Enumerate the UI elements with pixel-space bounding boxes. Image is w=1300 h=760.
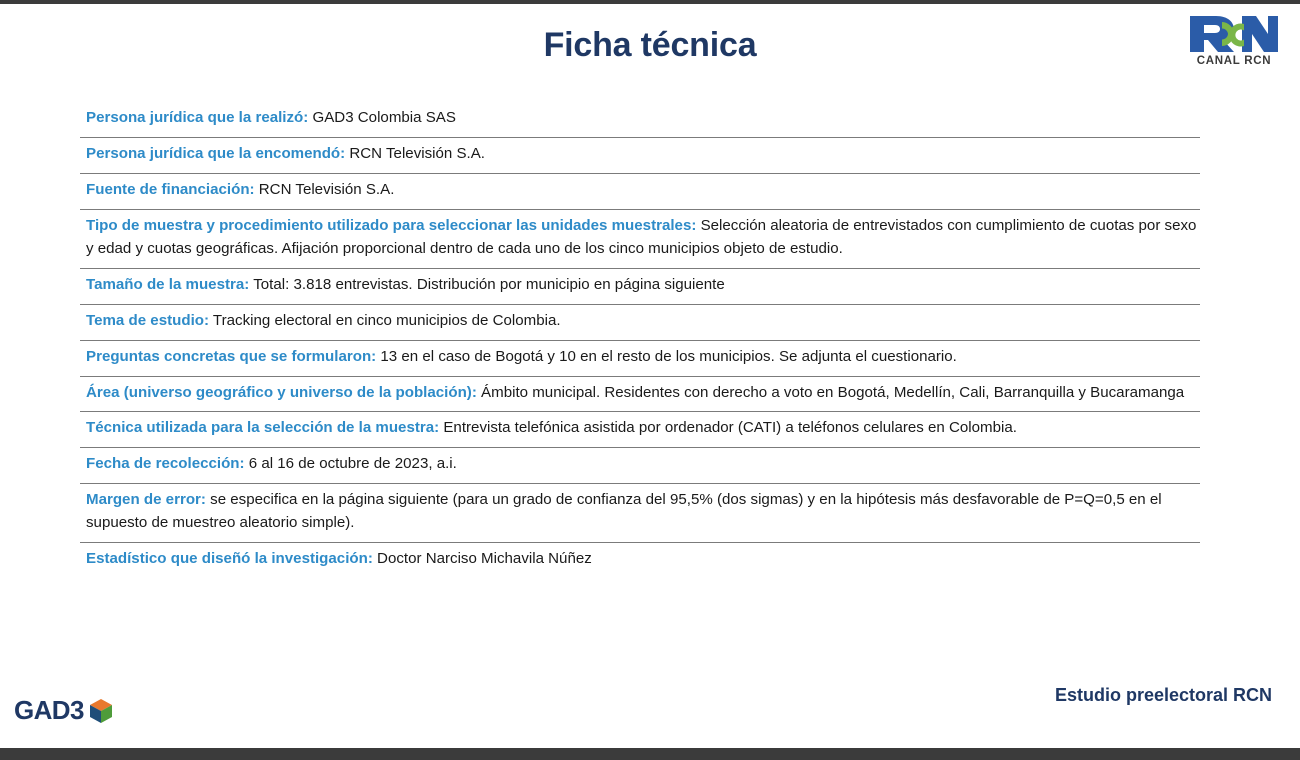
ficha-row: [80, 341, 1200, 377]
ficha-row-label: Tipo de muestra y procedimiento utilizado para seleccionar las unidades muestrales:: [86, 216, 697, 234]
ficha-row-value: GAD3 Colombia SAS: [308, 109, 456, 126]
ficha-row: [80, 543, 1200, 578]
ficha-tecnica-table: [80, 102, 1200, 578]
ficha-row-label: Persona jurídica que la encomendó:: [86, 144, 346, 162]
ficha-row: [80, 305, 1200, 341]
ficha-row: [80, 138, 1200, 174]
ficha-row-value: se especifica en la página siguiente (para un grado de confianza del 95,5% (dos sigmas) y en la hipótesis más desfavorable de P=Q=0,5 en el supuesto de muestreo aleatorio simple).: [86, 491, 1162, 532]
ficha-row: [80, 377, 1200, 413]
ficha-row-label: Fuente de financiación:: [86, 180, 255, 198]
gad3-logo: [14, 695, 113, 726]
gad3-logo-text: GAD3: [14, 695, 84, 725]
ficha-row: [80, 210, 1200, 269]
ficha-row-label: Preguntas concretas que se formularon:: [86, 347, 377, 365]
footer-study-note: Estudio preelectoral RCN: [1054, 685, 1272, 705]
slide-canvas: [0, 4, 1300, 748]
ficha-row-label: Estadístico que diseñó la investigación:: [86, 550, 373, 568]
ficha-row-value: RCN Televisión S.A.: [254, 180, 395, 198]
ficha-row-value: 13 en el caso de Bogotá y 10 en el resto de los municipios. Se adjunta el cuestionario.: [376, 347, 957, 365]
ficha-row: [80, 269, 1200, 305]
ficha-row-label: Fecha de recolección:: [86, 455, 245, 473]
ficha-row-value: 6 al 16 de octubre de 2023, a.i.: [244, 455, 457, 473]
rcn-logo-wordmark: CANAL RCN: [1196, 55, 1272, 67]
ficha-row-value: Entrevista telefónica asistida por ordenador (CATI) a teléfonos celulares en Colombia.: [439, 419, 1017, 437]
rcn-logo-icon: [1186, 12, 1282, 56]
gad3-cube-icon: [89, 698, 113, 724]
ficha-row-value: Total: 3.818 entrevistas. Distribución por municipio en página siguiente: [249, 275, 725, 293]
ficha-row: [80, 102, 1200, 138]
rcn-logo: [1186, 12, 1282, 74]
ficha-row-value: Doctor Narciso Michavila Núñez: [372, 550, 592, 568]
ficha-row: [80, 174, 1200, 210]
ficha-row-label: Persona jurídica que la realizó:: [86, 109, 309, 126]
bottom-edge-bar: [0, 748, 1300, 760]
ficha-row-label: Margen de error:: [86, 491, 206, 509]
page-title: Ficha técnica: [543, 26, 757, 64]
ficha-row-label: Técnica utilizada para la selección de la muestra:: [86, 419, 440, 437]
ficha-row-value: Tracking electoral en cinco municipios de Colombia.: [209, 311, 561, 329]
ficha-row-label: Tema de estudio:: [86, 311, 210, 329]
ficha-row-value: RCN Televisión S.A.: [345, 144, 485, 162]
ficha-row: [80, 484, 1200, 543]
ficha-row-value: Ámbito municipal. Residentes con derecho a voto en Bogotá, Medellín, Cali, Barranquilla y Bucaramanga: [476, 383, 1185, 401]
ficha-row-label: Tamaño de la muestra:: [86, 275, 250, 293]
ficha-row: [80, 448, 1200, 484]
ficha-row: [80, 412, 1200, 448]
ficha-row-value: Selección aleatoria de entrevistados con cumplimiento de cuotas por sexo y edad y cuotas geográficas. Afijación proporcional dentro de cada uno de los cinco municipios objeto de estudio.: [86, 216, 1197, 257]
ficha-row-label: Área (universo geográfico y universo de la población):: [86, 383, 477, 401]
